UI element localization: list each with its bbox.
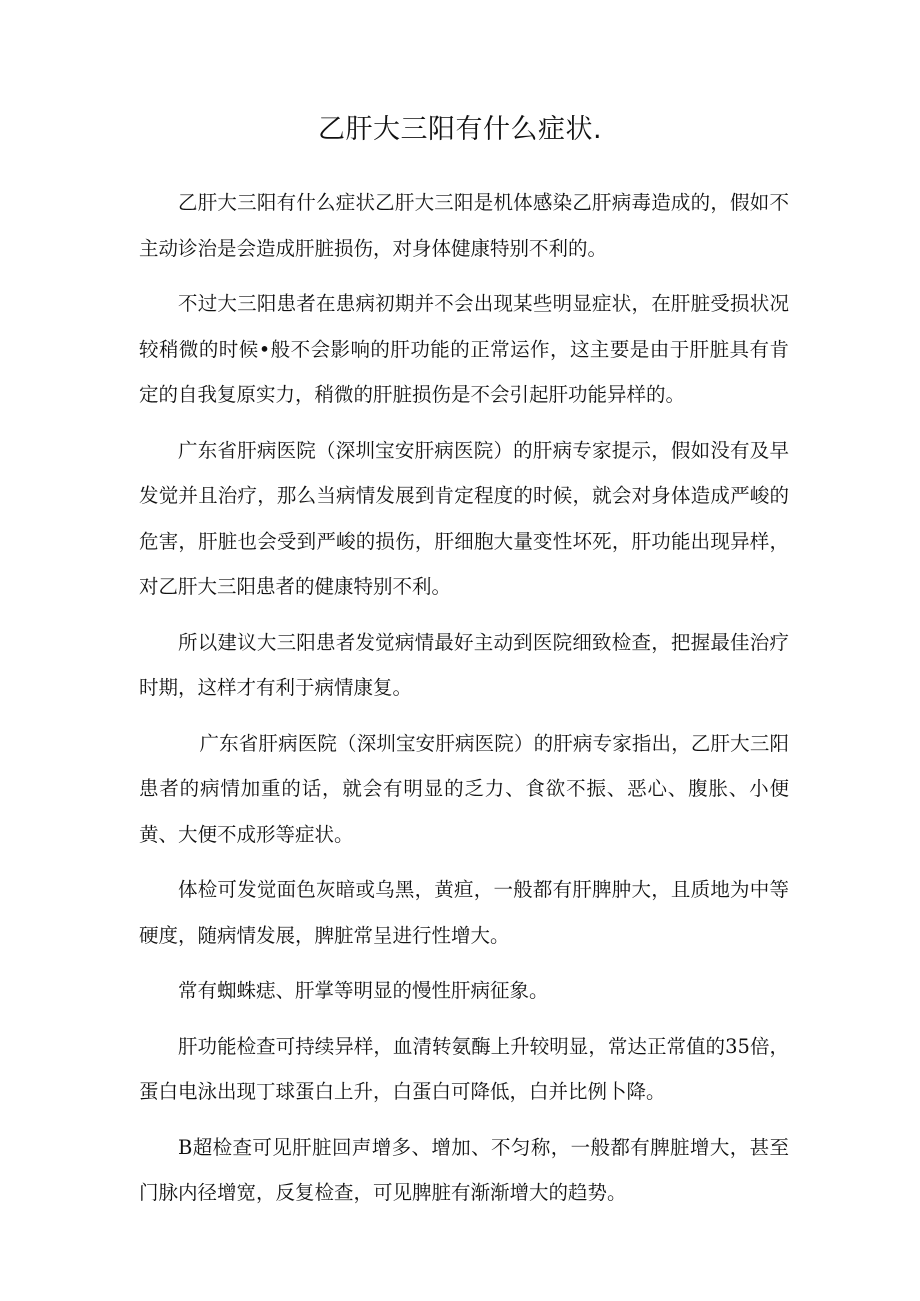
paragraph-symptoms: 广东省肝病医院（深圳宝安肝病医院）的肝病专家指出，乙肝大三阳患者的病情加重的话，就会有明显的乏力、食欲不振、恶心、腹胀、小便黄、大便不成形等症状。 xyxy=(139,731,789,846)
paragraph-physical-exam: 体检可发觉面色灰暗或乌黑，黄疸，一般都有肝脾肿大，且质地为中等硬度，随病情发展，脾脏常呈进行性增大。 xyxy=(139,878,789,947)
paragraph-early-stage: 不过大三阳患者在患病初期并不会出现某些明显症状，在肝脏受损状况较稍微的时候•般不会影响的肝功能的正常运作，这主要是由于肝脏具有肯定的自我复原实力，稍微的肝脏损伤是不会引起肝功能异样的。 xyxy=(139,292,789,406)
document-title: 乙肝大三阳有什么症状. xyxy=(317,114,603,145)
document-body xyxy=(139,180,789,1226)
paragraph-expert-warning: 广东省肝病医院（深圳宝安肝病医院）的肝病专家提示，假如没有及早发觉并且治疗，那么当病情发展到肯定程度的时候，就会对身体造成严峻的危害，肝脏也会受到严峻的损伤，肝细胞大量变性坏死，肝功能出现异样，对乙肝大三阳患者的健康特别不利。 xyxy=(139,438,789,598)
paragraph-intro: 乙肝大三阳有什么症状乙肝大三阳是机体感染乙肝病毒造成的，假如不主动诊治是会造成肝脏损伤，对身体健康特别不利的。 xyxy=(139,191,789,260)
paragraph-ultrasound: B超检查可见肝脏回声增多、增加、不匀称，一般都有脾脏增大，甚至门脉内径增宽，反复检查，可见脾脏有渐渐增大的趋势。 xyxy=(139,1135,789,1204)
paragraph-signs: 常有蜘蛛痣、肝掌等明显的慢性肝病征象。 xyxy=(178,979,549,1002)
paragraph-advice: 所以建议大三阳患者发觉病情最好主动到医院细致检查，把握最佳治疗时期，这样才有利于病情康复。 xyxy=(139,630,789,699)
paragraph-liver-function: 肝功能检查可持续异样，血清转氨酶上升较明显，常达正常值的35倍，蛋白电泳出现丁球蛋白上升，白蛋白可降低，白并比例卜降。 xyxy=(139,1034,789,1103)
